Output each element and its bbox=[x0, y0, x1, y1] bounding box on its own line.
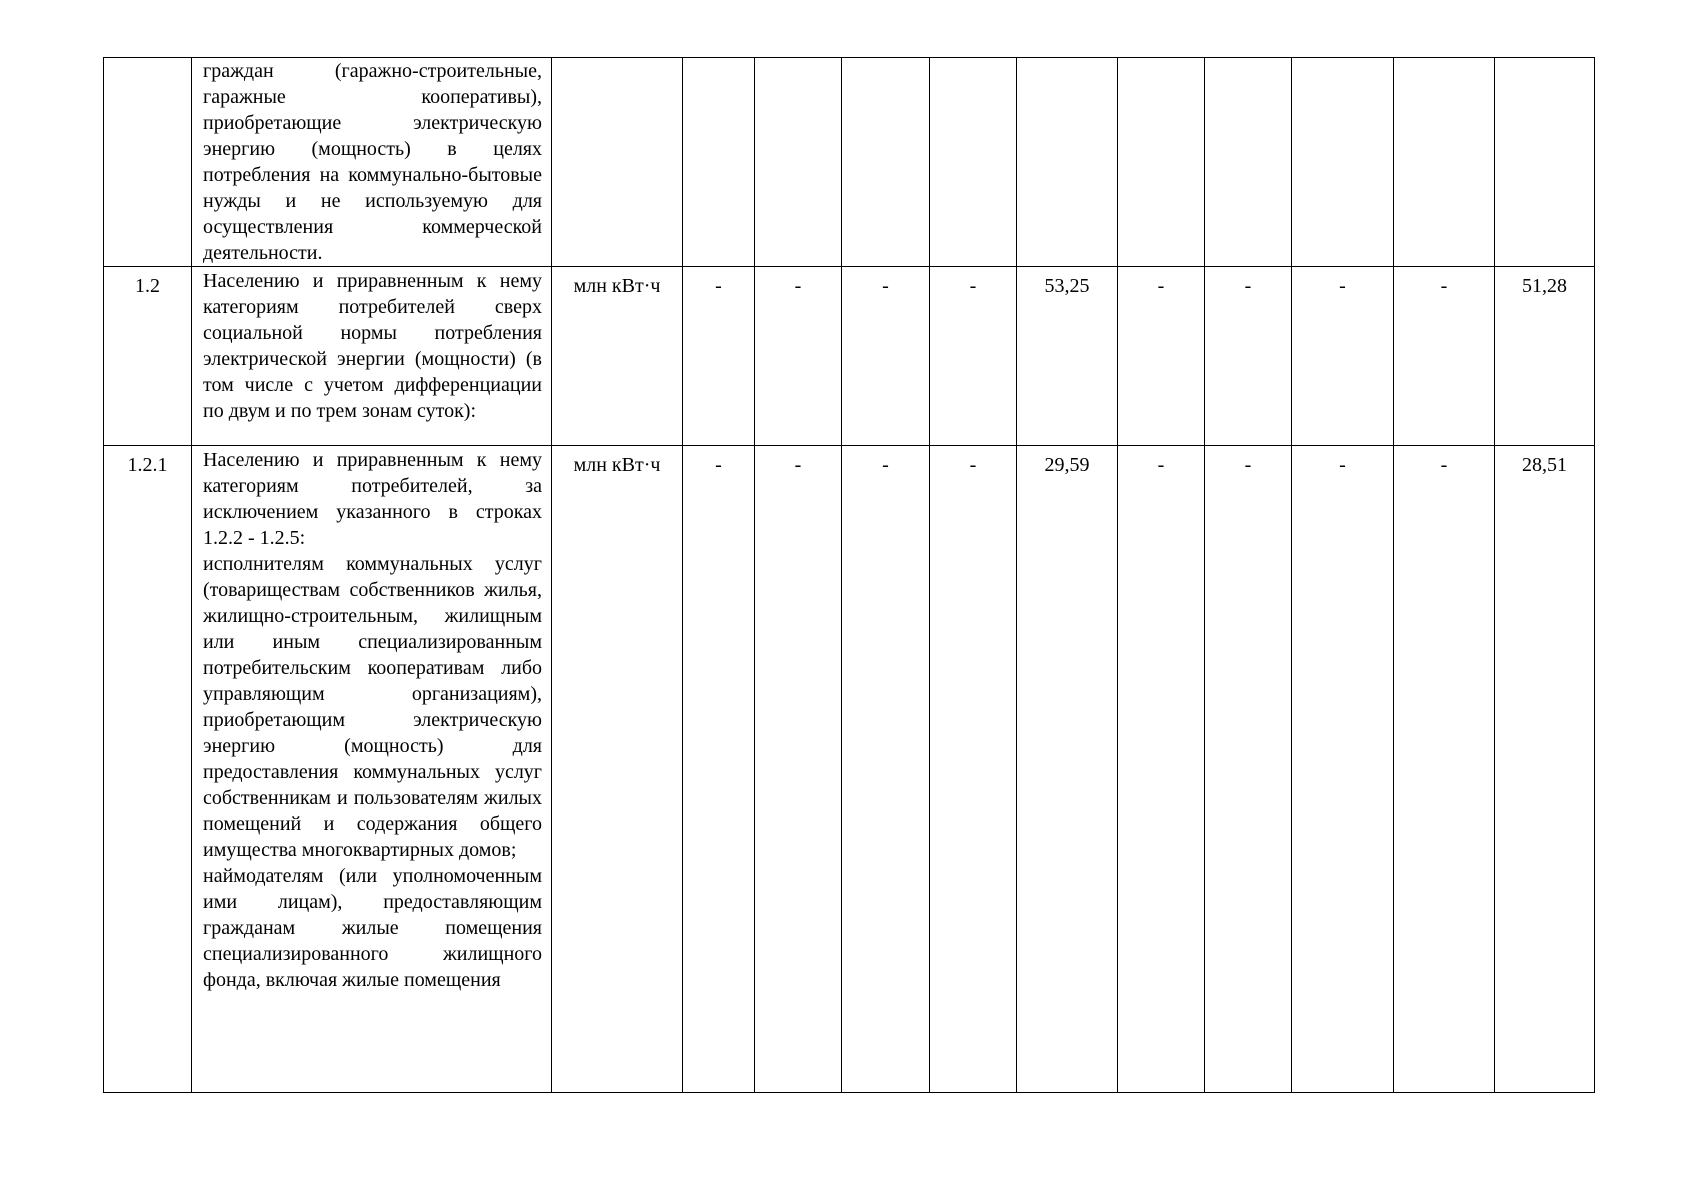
value-cell: 29,59 bbox=[1017, 446, 1118, 1093]
value-cell bbox=[1394, 58, 1495, 267]
value-cell bbox=[683, 58, 755, 267]
value-cell: - bbox=[842, 446, 930, 1093]
value-cell: 51,28 bbox=[1495, 267, 1595, 446]
value-cell bbox=[1205, 58, 1292, 267]
value-cell: - bbox=[842, 267, 930, 446]
table-row bbox=[104, 58, 1595, 267]
value-cell bbox=[1292, 58, 1394, 267]
value-cell: - bbox=[1394, 446, 1495, 1093]
table-row bbox=[104, 446, 1595, 1093]
row-number-cell: 1.2.1 bbox=[104, 446, 192, 1093]
unit-cell: млн кВт·ч bbox=[552, 446, 683, 1093]
unit-cell: млн кВт·ч bbox=[552, 267, 683, 446]
value-cell: - bbox=[755, 267, 842, 446]
tariff-table bbox=[103, 57, 1595, 1093]
value-cell: - bbox=[1118, 267, 1205, 446]
value-cell bbox=[1017, 58, 1118, 267]
value-cell bbox=[1495, 58, 1595, 267]
row-number-cell bbox=[104, 58, 192, 267]
value-cell: 53,25 bbox=[1017, 267, 1118, 446]
value-cell: - bbox=[1394, 267, 1495, 446]
row-description-cell: Населению и приравненным к нему категориям потребителей сверх социальной нормы потребления электрической энергии (мощности) (в том числе с учетом дифференциации по двум и по трем зонам суток): bbox=[192, 267, 552, 446]
table-row bbox=[104, 267, 1595, 446]
unit-cell bbox=[552, 58, 683, 267]
value-cell bbox=[842, 58, 930, 267]
value-cell bbox=[755, 58, 842, 267]
row-description-cell: Населению и приравненным к нему категориям потребителей, за исключением указанного в строках 1.2.2 - 1.2.5: исполнителям коммунальных услуг (товариществам собственников жилья, жилищно-строительным, жилищным или иным специализированным потребительским кооперативам либо управляющим организациям), приобретающим электрическую энергию (мощность) для предоставления коммунальных услуг собственникам и пользователям жилых помещений и содержания общего имущества многоквартирных домов; наймодателям (или уполномоченным ими лицам), предоставляющим гражданам жилые помещения специализированного жилищного фонда, включая жилые помещения bbox=[192, 446, 552, 1093]
value-cell: - bbox=[1118, 446, 1205, 1093]
value-cell: - bbox=[755, 446, 842, 1093]
value-cell bbox=[930, 58, 1017, 267]
value-cell: - bbox=[1292, 267, 1394, 446]
value-cell: - bbox=[683, 267, 755, 446]
value-cell: - bbox=[683, 446, 755, 1093]
value-cell: - bbox=[930, 267, 1017, 446]
value-cell: - bbox=[1292, 446, 1394, 1093]
value-cell bbox=[1118, 58, 1205, 267]
value-cell: - bbox=[1205, 446, 1292, 1093]
value-cell: - bbox=[1205, 267, 1292, 446]
row-description-cell: граждан (гаражно-строительные, гаражные кооперативы), приобретающие электрическую энергию (мощность) в целях потребления на коммунально-бытовые нужды и не используемую для осуществления коммерческой деятельности. bbox=[192, 58, 552, 267]
value-cell: - bbox=[930, 446, 1017, 1093]
row-number-cell: 1.2 bbox=[104, 267, 192, 446]
value-cell: 28,51 bbox=[1495, 446, 1595, 1093]
